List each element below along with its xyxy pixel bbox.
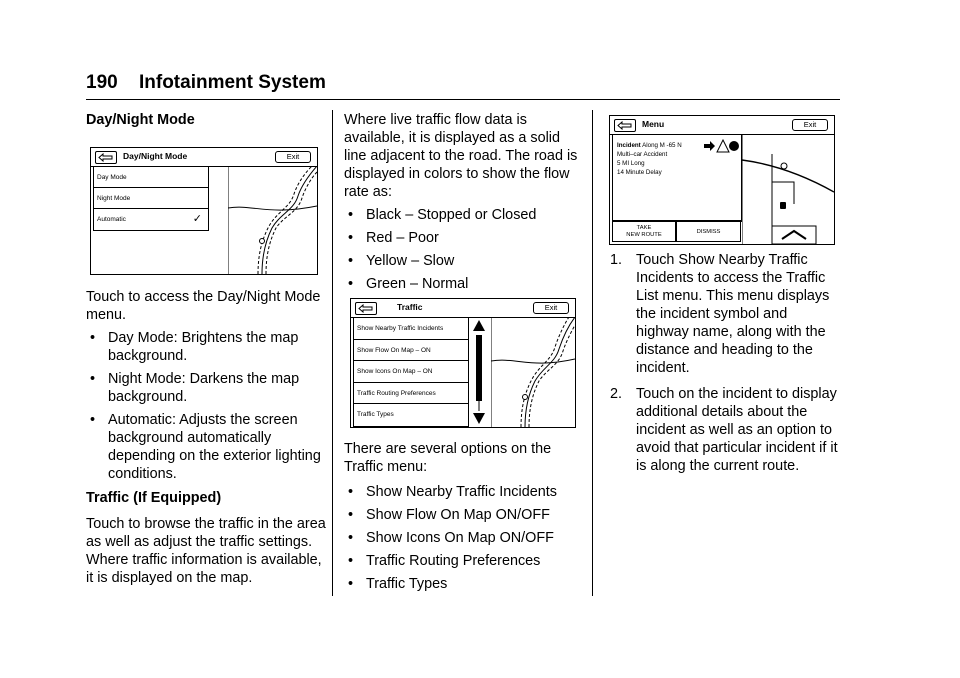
screen-title-bar: [91, 148, 317, 167]
screen-title: Traffic: [397, 302, 423, 312]
menu-item-routing-preferences[interactable]: Traffic Routing Preferences: [354, 383, 468, 405]
list-item: • Yellow – Slow: [348, 253, 455, 269]
menu-item-label: Automatic: [97, 216, 126, 223]
section-title: Infotainment System: [138, 72, 326, 93]
screen-title: Menu: [642, 119, 665, 129]
menu-item-flow-on-map[interactable]: Show Flow On Map – ON: [354, 340, 468, 362]
menu-item-night-mode[interactable]: Night Mode: [94, 188, 208, 209]
menu-item-icons-on-map[interactable]: Show Icons On Map – ON: [354, 361, 468, 383]
column-divider: [592, 110, 593, 596]
scroll-up-icon: [473, 320, 485, 331]
incident-screen: [609, 115, 835, 245]
list-item: • Night Mode: Darkens the map background.: [90, 371, 300, 405]
back-arrow-icon[interactable]: [95, 151, 117, 164]
traffic-paragraph: Touch to browse the traffic in the area as well as adjust the traffic settings. Where traffic information is available, it is displayed on the map.: [86, 516, 326, 586]
take-new-route-button[interactable]: TAKE NEW ROUTE: [612, 220, 676, 242]
list-item: • Traffic Types: [348, 576, 448, 592]
exit-button[interactable]: Exit: [792, 119, 828, 131]
column-3-text: [610, 251, 842, 483]
back-arrow-icon[interactable]: [355, 302, 377, 315]
incident-text: Incident Along M -65 N Multi–car Accident 5 MI Long 14 Minute Delay: [617, 142, 682, 176]
list-item: • Show Nearby Traffic Incidents: [348, 484, 557, 500]
scroll-down-icon: [473, 413, 485, 424]
column-1-text: [86, 288, 326, 592]
menu-item-day-mode[interactable]: Day Mode: [94, 167, 208, 188]
column-1: [86, 111, 326, 137]
check-icon: ✓: [192, 213, 202, 225]
incident-marker-icon: [780, 202, 786, 209]
menu-item-automatic[interactable]: [94, 209, 208, 230]
scrollbar[interactable]: [471, 319, 487, 425]
screen-title-bar: [610, 116, 834, 135]
list-item: • Show Icons On Map ON/OFF: [348, 530, 554, 546]
list-item: • Automatic: Adjusts the screen background automatically depending on the exterior lighting conditions.: [90, 412, 321, 482]
menu-item-nearby-incidents[interactable]: Show Nearby Traffic Incidents: [354, 318, 468, 340]
flow-paragraph: Where live traffic flow data is available, it is displayed as a solid line adjacent to the road. The road is displayed in colors to show the flow rate as:: [344, 112, 578, 200]
list-item: 1. Touch Show Nearby Traffic Incidents to access the Traffic List menu. This menu displays the incident symbol and highway name, along with the distance and heading to the incident.: [610, 252, 830, 376]
scroll-thumb: [476, 335, 482, 401]
heading-arrow-icon: [704, 141, 715, 151]
screen-title-bar: [351, 299, 575, 318]
exit-button[interactable]: Exit: [533, 302, 569, 314]
menu-item-traffic-types[interactable]: Traffic Types: [357, 411, 394, 419]
exit-button[interactable]: Exit: [275, 151, 311, 163]
header-rule: [86, 99, 840, 100]
back-arrow-icon[interactable]: [614, 119, 636, 132]
intro-text: Touch to access the Day/Night Mode menu.: [86, 289, 321, 323]
incident-details[interactable]: [612, 134, 742, 222]
list-item: • Day Mode: Brightens the map background.: [90, 330, 299, 364]
day-night-screen: [90, 147, 318, 275]
options-paragraph: There are several options on the Traffic menu:: [344, 441, 552, 475]
list-item: 2. Touch on the incident to display additional details about the incident as well as an option to avoid that particular incident if it is along the current route.: [610, 386, 838, 474]
column-2-text: [344, 440, 584, 598]
traffic-heading: Traffic (If Equipped): [86, 490, 222, 506]
page-header: [86, 72, 326, 94]
incident-icons: [703, 139, 739, 153]
column-2: [344, 111, 584, 298]
day-night-heading: Day/Night Mode: [86, 112, 195, 128]
list-item: • Traffic Routing Preferences: [348, 553, 541, 569]
incident-label: Incident: [617, 142, 641, 149]
screen-title: Day/Night Mode: [123, 151, 188, 161]
dismiss-button[interactable]: DISMISS: [676, 220, 741, 242]
map-view[interactable]: [491, 317, 575, 427]
warning-icon: [717, 140, 729, 152]
column-divider: [332, 110, 333, 596]
day-night-menu: [93, 166, 209, 231]
list-item: • Black – Stopped or Closed: [348, 207, 537, 223]
traffic-screen: [350, 298, 576, 428]
list-item: • Green – Normal: [348, 276, 469, 292]
map-view[interactable]: [742, 134, 834, 244]
map-view[interactable]: [228, 166, 317, 274]
list-item: • Red – Poor: [348, 230, 439, 246]
traffic-menu: [353, 317, 469, 427]
list-item: • Show Flow On Map ON/OFF: [348, 507, 550, 523]
page-number: 190: [86, 72, 118, 93]
location-marker-icon: [781, 163, 787, 169]
accident-icon: [729, 141, 739, 151]
